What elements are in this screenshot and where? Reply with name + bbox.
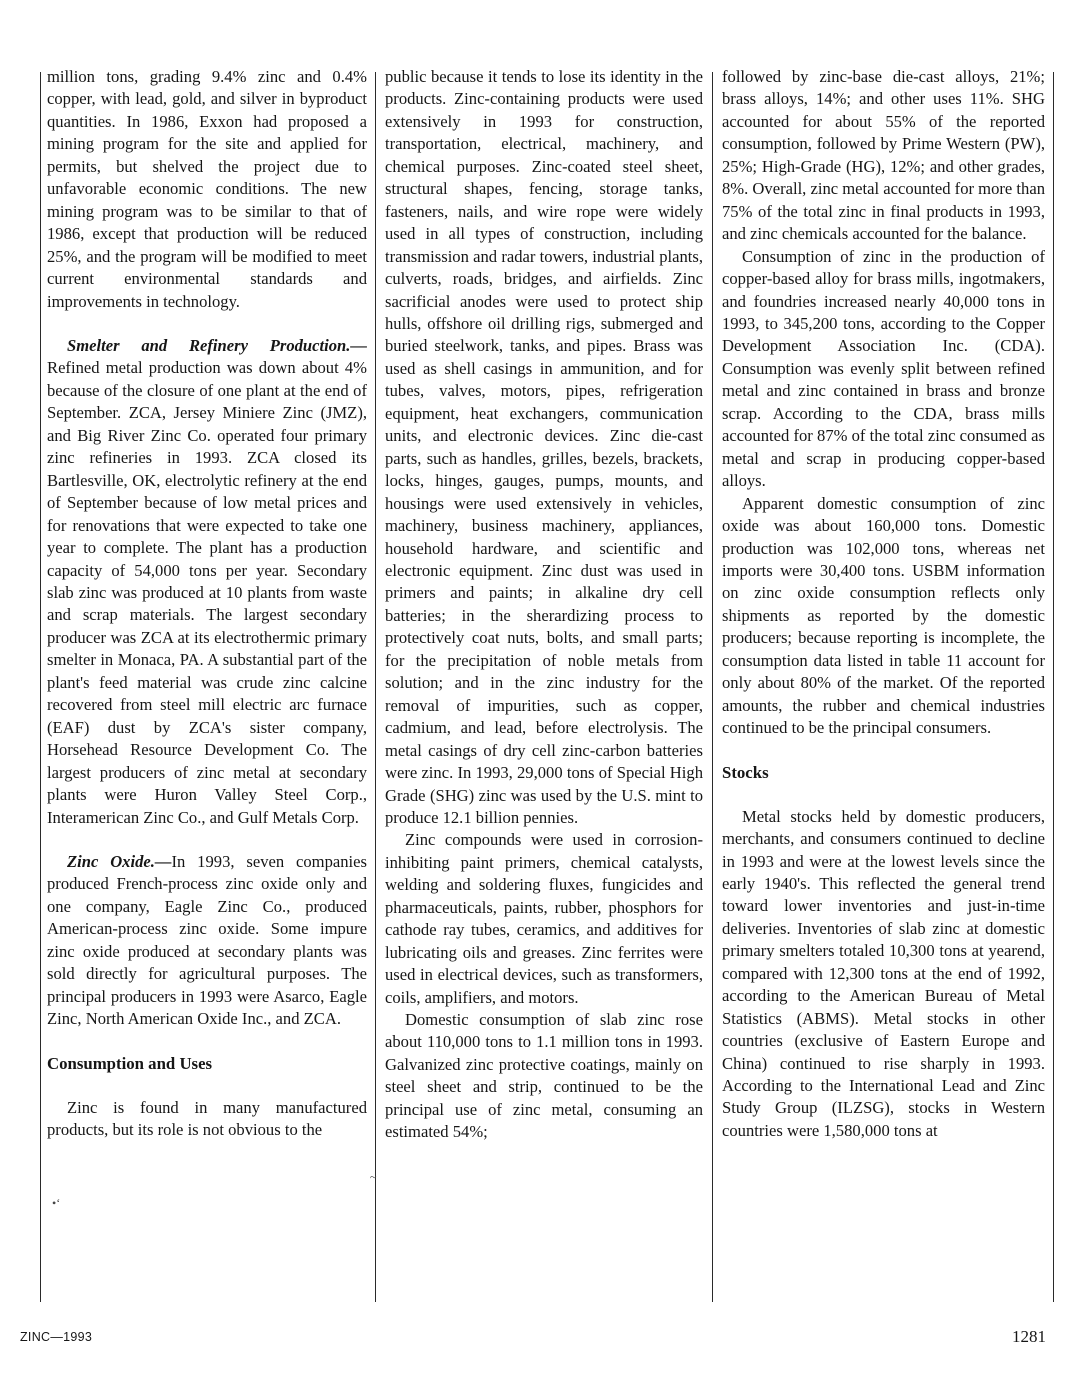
oxide-section	[47, 851, 367, 1031]
column-rule-middle-1	[375, 72, 376, 1302]
consumption-heading: Consumption and Uses	[47, 1053, 213, 1073]
oxide-text: In 1993, seven companies produced French-process zinc oxide only and one company, Eagle Zinc Co., produced American-process zinc oxide. Some impure zinc oxide produced at secondary plants was sold directly for agricultural purposes. The principal producers in 1993 were Asarco, Eagle Zinc, North American Oxide Inc., and ZCA.	[47, 851, 367, 1029]
col3-paragraph-3: Apparent domestic consumption of zinc oxide was about 160,000 tons. Domestic production was 102,000 tons, whereas net imports were 30,400 tons. USBM information on zinc oxide consumption reflects only shipments as reported by the domestic producers; because reporting is incomplete, the consumption data listed in table 11 account for only about 80% of the market. Of the reported amounts, the rubber and chemical industries continued to be the principal consumers.	[722, 493, 1045, 738]
page-number: 1281	[1012, 1327, 1046, 1346]
oxide-heading: Zinc Oxide.—	[67, 851, 172, 871]
consumption-text: Zinc is found in many manufactured products, but its role is not obvious to the	[47, 1097, 367, 1140]
column-rule-middle-2	[712, 72, 713, 1302]
running-footer: ZINC—1993	[20, 1330, 93, 1344]
column-2	[385, 66, 703, 1306]
column-3	[722, 66, 1045, 1306]
col3-paragraph-1: followed by zinc-base die-cast alloys, 21%; brass alloys, 14%; and other uses 11%. SHG accounted for about 55% of the reported consumption, followed by Prime Western (PW), 25%; High-Grade (HG), 12%; and other grades, 8%. Overall, zinc metal accounted for more than 75% of the total zinc in final products in 1993, and zinc chemicals accounted for the balance.	[722, 67, 1045, 244]
col2-paragraph-2: Zinc compounds were used in corrosion-inhibiting paint primers, chemical catalysts, welding and soldering fluxes, fungicides and pharmaceuticals, paints, rubber, phosphors for cathode ray tubes, ceramics, and additives for lubricating oils and greases. Zinc ferrites were used in electrical devices, such as transformers, coils, amplifiers, and motors.	[385, 830, 703, 1007]
smelter-heading: Smelter and Refinery Production.—	[67, 335, 367, 355]
scan-mark-1: •‘	[52, 1196, 61, 1210]
smelter-section	[47, 335, 367, 829]
stocks-text: Metal stocks held by domestic producers, merchants, and consumers continued to decline in 1993 and were at the lowest levels since the early 1940's. This reflected the general trend toward lower inventories and just-in-time deliveries. Inventories of slab zinc at domestic primary smelters totaled 10,300 tons at yearend, compared with 12,300 tons at the end of 1992, according to the American Bureau of Metal Statistics (ABMS). Metal stocks in other countries (exclusive of Eastern Europe and China) continued to rise sharply in 1993. According to the International Lead and Zinc Study Group (ILZSG), stocks in Western countries were 1,580,000 tons at	[722, 806, 1045, 1140]
smelter-text: Refined metal production was down about 4% because of the closure of one plant at the end of September. ZCA, Jersey Miniere Zinc (JMZ), and Big River Zinc Co. operated four primary zinc refineries in 1993. ZCA closed its Bartlesville, OK, electrolytic refinery at the end of September because of low metal prices and for renovations that were expected to take one year to complete. The plant has a production capacity of 54,000 tons per year. Secondary slab zinc was produced at 10 plants from waste and scrap materials. The largest secondary producer was ZCA at its electrothermic primary smelter in Monaca, PA. A substantial part of the plant's feed material was crude zinc calcine recovered from steel mill electric arc furnace (EAF) dust by ZCA's sister company, Horsehead Resource Development Co. The largest producers of zinc metal at secondary plants were Huron Valley Steel Corp., Interamerican Zinc Co., and Gulf Metals Corp.	[47, 358, 367, 827]
column-rule-right	[1053, 72, 1054, 1302]
col2-paragraph-3: Domestic consumption of slab zinc rose about 110,000 tons to 1.1 million tons in 1993. Galvanized zinc protective coatings, mainly on steel sheet and strip, continued to be the principal use of zinc metal, consuming an estimated 54%;	[385, 1010, 703, 1142]
col3-paragraph-2: Consumption of zinc in the production of copper-based alloy for brass mills, ingotmakers, and foundries increased nearly 40,000 tons in 1993, to 345,200 tons, according to the Copper Development Association Inc. (CDA). Consumption was evenly split between refined metal and zinc contained in brass and bronze scrap. According to the CDA, brass mills accounted for 87% of the total zinc consumed as metal and scrap in producing copper-based alloys.	[722, 246, 1045, 491]
col1-paragraph-1: million tons, grading 9.4% zinc and 0.4% copper, with lead, gold, and silver in byproduct quantities. In 1986, Exxon had proposed a mining program for the site and applied for permits, but shelved the project due to unfavorable economic conditions. The new mining program was to be similar to that of 1986, except that production will be reduced 25%, and the program will be modified to meet current environmental standards and improvements in technology.	[47, 67, 367, 311]
stocks-heading: Stocks	[722, 762, 769, 782]
column-1	[47, 66, 367, 1306]
scan-mark-2: ~	[370, 1170, 377, 1184]
col2-paragraph-1: public because it tends to lose its identity in the products. Zinc-containing products were used extensively in 1993 for construction, transportation, electrical, machinery, and chemical purposes. Zinc-coated steel sheet, structural shapes, fencing, storage tanks, fasteners, nails, and wire rope were widely used in all types of construction, including transmission and radar towers, industrial plants, culverts, roads, bridges, and airfields. Zinc sacrificial anodes were used to protect ship hulls, offshore oil drilling rigs, submerged and buried steelwork, tanks, and pipes. Brass was used as shell casings in ammunition, and for tubes, valves, motors, pipes, refrigeration equipment, heat exchangers, communication units, and electronic devices. Zinc die-cast parts, such as handles, grilles, bezels, brackets, locks, hinges, gauges, pumps, mounts, and housings were used extensively in vehicles, machinery, business machinery, appliances, household hardware, and scientific and electronic equipment. Zinc dust was used in primers and paints; in alkaline dry cell batteries; in the sherardizing process to protectively coat nuts, bolts, and small parts; for the precipitation of noble metals from solution; and in the zinc industry for the removal of impurities, such as copper, cadmium, and lead, before electrolysis. The metal casings of dry cell zinc-carbon batteries were zinc. In 1993, 29,000 tons of Special High Grade (SHG) zinc was used by the U.S. mint to produce 12.1 billion pennies.	[385, 67, 703, 827]
column-rule-left	[40, 72, 41, 1302]
